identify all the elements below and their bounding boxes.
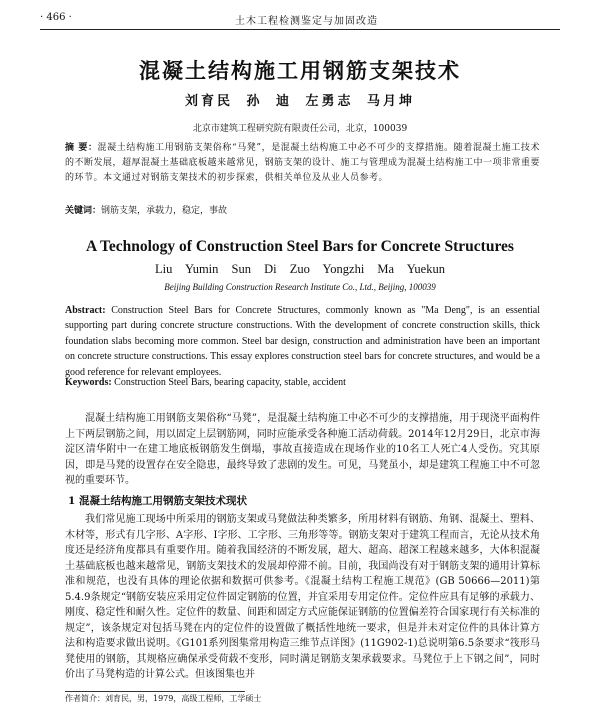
title-chinese: 混凝土结构施工用钢筋支架技术 xyxy=(139,58,461,83)
abstract-text-chinese: 混凝土结构施工用钢筋支架俗称“马凳”，是混凝土结构施工中必不可少的支撑措施。随着混凝土施工技术的不断发展，超厚混凝土基础底板越来越常见，钢筋支架的设计、施工与管理成为混凝土结构施工中一项非常重要的环节。本文通过对钢筋支架技术的初步探索，供相关单位及从业人员参考。 xyxy=(65,143,541,183)
keywords-label-chinese: 关键词： xyxy=(65,206,102,216)
abstract-english xyxy=(65,303,540,380)
abstract-text-english: Construction Steel Bars for Concrete Structures, commonly known as "Ma Deng", is an essential supporting part during concrete structure constructions. With the development of concrete construction skills, thick foundation slabs becoming more common. Steel bar design, construction and administration have been an important on concrete structure constructions. This essay explores construction steel bars for concrete structures, and would be a good reference for relevant employees. xyxy=(65,305,541,378)
journal-name: 土木工程检测鉴定与加固改造 xyxy=(235,16,378,27)
authors-chinese: 刘育民 孙 迪 左勇志 马月坤 xyxy=(184,94,416,109)
keywords-text-english: Construction Steel Bars, bearing capacity, stable, accident xyxy=(114,377,346,388)
intro-paragraph: 混凝土结构施工用钢筋支架俗称“马凳”，是混凝土结构施工中必不可少的支撑措施，用于现浇平面构件上下两层钢筋之间，用以固定上层钢筋网，同时应能承受各种施工活动荷载。2014年12月29日，北京市海淀区清华附中一在建工地底板钢筋发生倒塌，事故直接造成在现场作业的10名工人死亡4人受伤。究其原因，即是马凳的设置存在安全隐患，最终导致了悲剧的发生。可见，马凳虽小，却是建筑工程施工中不可忽视的重要环节。 xyxy=(65,413,540,486)
abstract-label-chinese: 摘 要： xyxy=(65,143,98,153)
affiliation-chinese: 北京市建筑工程研究院有限责任公司，北京，100039 xyxy=(192,124,408,134)
affiliation-english: Beijing Building Construction Research Institute Co., Ltd., Beijing, 100039 xyxy=(164,282,436,292)
keywords-english xyxy=(65,377,540,388)
keywords-chinese xyxy=(65,203,540,216)
keywords-text-chinese: 钢筋支架，承载力，稳定，事故 xyxy=(101,206,228,216)
footnote-rule xyxy=(65,691,245,692)
section-1-heading: 1 混凝土结构施工用钢筋支架技术现状 xyxy=(68,495,247,507)
title-english: A Technology of Construction Steel Bars for Concrete Structures xyxy=(86,238,514,255)
authors-english: Liu Yumin Sun Di Zuo Yongzhi Ma Yuekun xyxy=(155,262,445,276)
abstract-chinese xyxy=(65,141,540,185)
keywords-label-english: Keywords: xyxy=(65,377,112,388)
section-1-body: 我们常见施工现场中所采用的钢筋支架或马凳做法种类繁多，所用材料有钢筋、角钢、混凝土、塑料、木材等，形式有几字形、A字形、I字形、工字形、三角形等等。钢筋支架对于建筑工程而言，无论从技术角度还是经济角度都具有重要作用。随着我国经济的不断发展，超大、超高、超深工程越来越多，大体积混凝土基础底板也越来越常见，钢筋支架技术的发展却停滞不前。目前，我国尚没有对于钢筋支架的通用计算标准和规范，也没有具体的理论依据和数据可供参考。《混凝土结构工程施工规范》(GB 50666—2011)第5.4.9条规定“钢筋安装应采用定位件固定钢筋的位置，并宜采用专用定位件。定位件应具有足够的承载力、刚度、稳定性和耐久性。定位件的数量、间距和固定方式应能保证钢筋的位置偏差符合国家现行有关标准的规定”，该条规定对包括马凳在内的定位件的设置做了概括性地统一要求，但是并未对定位件的具体计算方法和构造要求做出说明。《G101系列图集常用构造三维节点详图》(11G902-1)总说明第6.5条要求“筏形马凳使用的钢筋，其规格应确保承受荷载不变形，同时满足钢筋支架承载要求。马凳位于上下钢之间”，同时价出了马凳构造的计算公式。但该图集也并 xyxy=(65,514,540,680)
header-rule xyxy=(40,29,560,30)
abstract-label-english: Abstract: xyxy=(65,305,106,316)
page-number: · 466 · xyxy=(40,12,72,23)
footnote: 作者简介：刘育民，男，1979，高级工程师，工学硕士 xyxy=(65,694,262,703)
